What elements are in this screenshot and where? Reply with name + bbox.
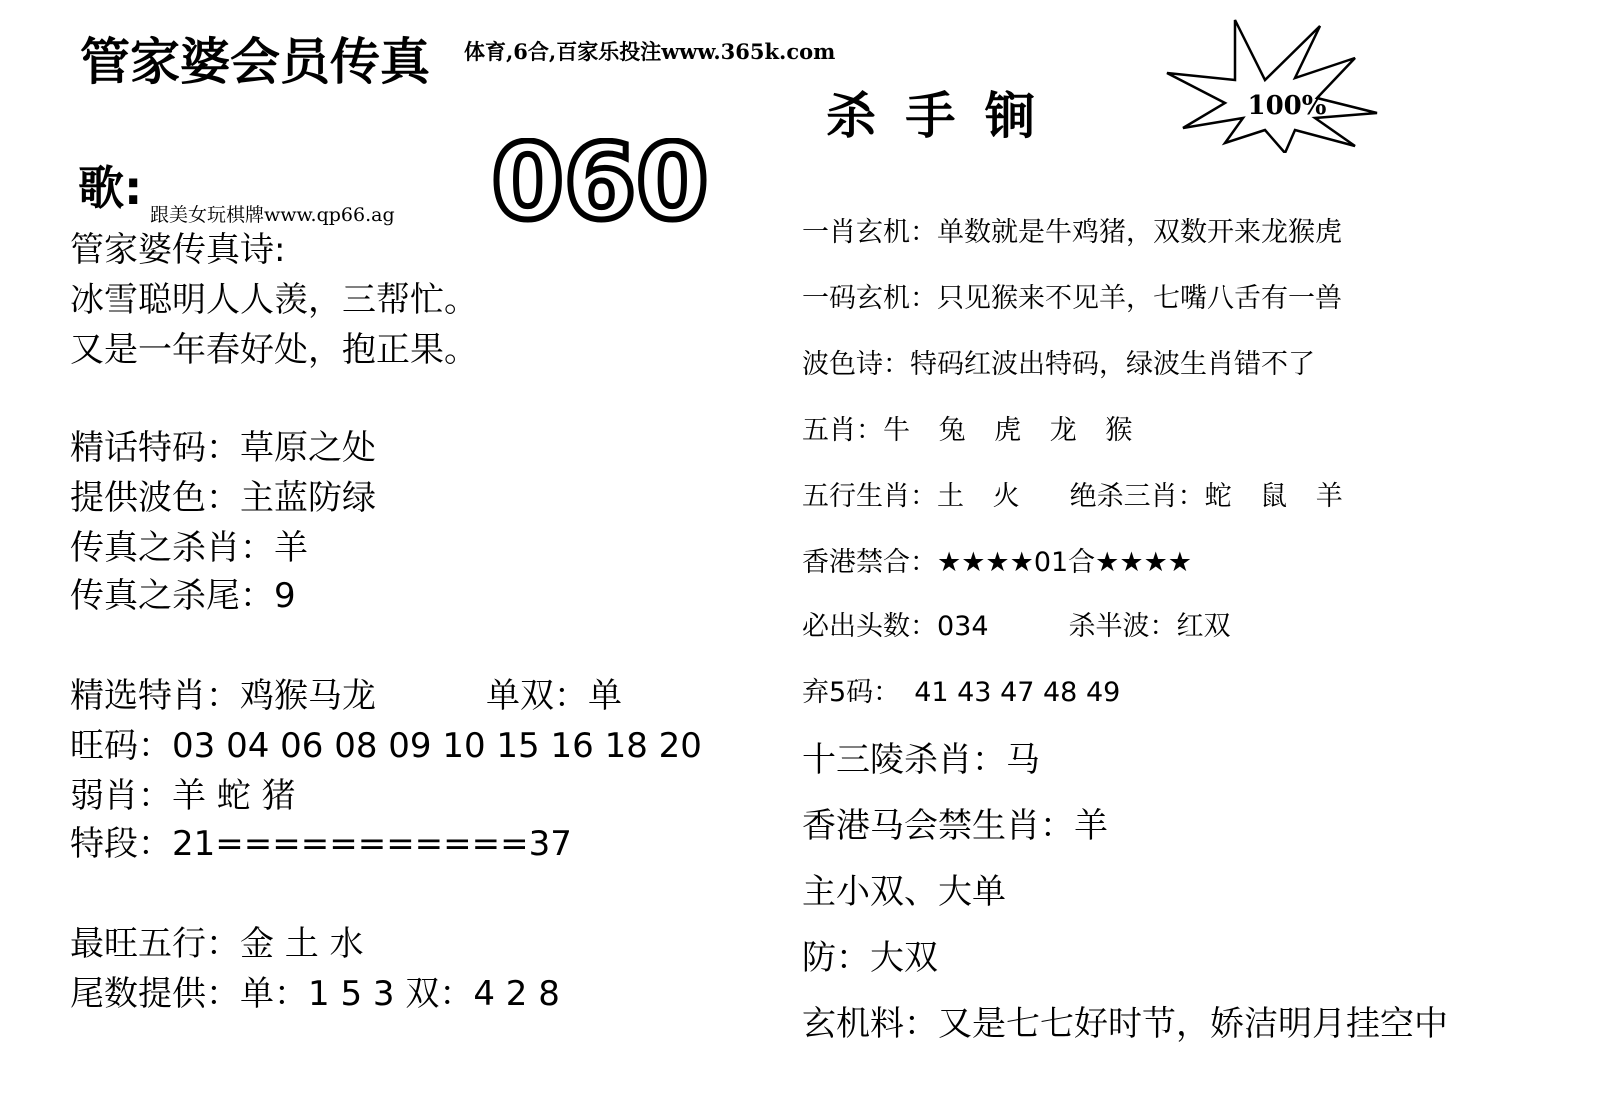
- danshuang-value: 单: [588, 676, 622, 716]
- fang-label: 防：: [802, 938, 870, 978]
- wangma-value: 03 04 06 08 09 10 15 16 18 20: [172, 726, 702, 766]
- jinsx-label: 香港马会禁生肖：: [802, 806, 1074, 846]
- xuanji-row: [802, 996, 1448, 1045]
- ad-text-qp66: 跟美女玩棋牌www.qp66.ag: [150, 204, 395, 226]
- jinhe-row: [802, 540, 1192, 579]
- poem-line-1: 冰雪聪明人人羡，三帮忙。: [70, 280, 478, 320]
- wuxing-value: 金 土 水: [240, 924, 364, 964]
- wuxiao-label: 五肖：: [802, 415, 883, 446]
- shawei-value: 9: [274, 576, 296, 616]
- ruoxiao-row: [70, 768, 296, 817]
- toushu-label: 必出头数：: [802, 611, 937, 642]
- toushu-row: [802, 604, 1231, 643]
- shisanling-label: 十三陵杀肖：: [802, 740, 1006, 780]
- qi5-value: 41 43 47 48 49: [914, 677, 1121, 708]
- shaxiao-row: [70, 520, 308, 569]
- yixiao-label: 一肖玄机：: [802, 217, 937, 248]
- ad-text-365k: 体育,6合,百家乐投注www.365k.com: [464, 39, 836, 64]
- bose-value: 主蓝防绿: [240, 478, 376, 518]
- jinsx-row: [802, 798, 1108, 847]
- danshuang-label: 单双：: [486, 676, 588, 716]
- wuxiao-row: [802, 408, 1142, 447]
- texiao-row: [70, 668, 622, 717]
- shisanling-value: 马: [1006, 740, 1040, 780]
- shaxiao-value: 羊: [274, 528, 308, 568]
- fang-row: [802, 930, 938, 979]
- teduan-label: 特段：: [70, 824, 172, 864]
- ge-label: 歌:: [78, 161, 143, 215]
- page-title: 管家婆会员传真: [80, 33, 430, 91]
- bosepoem-label: 波色诗：: [802, 349, 910, 380]
- fang-value: 大双: [870, 938, 938, 978]
- jinghua-value: 草原之处: [240, 428, 376, 468]
- yixiao-row: [802, 210, 1342, 249]
- yima-label: 一码玄机：: [802, 283, 937, 314]
- jueshe-label: 绝杀三肖：: [1069, 481, 1205, 512]
- zhu-row: 主小双、大单: [802, 872, 1006, 912]
- wangma-label: 旺码：: [70, 726, 172, 766]
- wuxing-row: [70, 916, 364, 965]
- weishu-value: 单：1 5 3 双：4 2 8: [240, 974, 560, 1014]
- burst-icon: [1165, 18, 1385, 153]
- jinsx-value: 羊: [1074, 806, 1108, 846]
- weishu-label: 尾数提供：: [70, 974, 240, 1014]
- qi5-label: 弃5码：: [802, 677, 901, 708]
- texiao-label: 精选特肖：: [70, 676, 240, 716]
- yima-value: 只见猴来不见羊，七嘴八舌有一兽: [937, 283, 1342, 314]
- jinhe-label: 香港禁合：: [802, 547, 937, 578]
- shawei-label: 传真之杀尾：: [70, 576, 274, 616]
- texiao-value: 鸡猴马龙: [240, 676, 376, 716]
- bosepoem-value: 特码红波出特码，绿波生肖错不了: [910, 349, 1315, 380]
- shaxiao-label: 传真之杀肖：: [70, 528, 274, 568]
- wuxiao-value: 牛 兔 虎 龙 猴: [883, 415, 1143, 446]
- jinghua-label: 精话特码：: [70, 428, 240, 468]
- bose-label: 提供波色：: [70, 478, 240, 518]
- wuxingsx-label: 五行生肖：: [802, 481, 937, 512]
- teduan-row: [70, 816, 572, 865]
- wuxingsx-row: [802, 474, 1353, 513]
- jinhe-value: ★★★★01合★★★★: [937, 547, 1192, 578]
- poem-line-2: 又是一年春好处，抱正果。: [70, 330, 478, 370]
- teduan-value: 21===========37: [172, 824, 572, 864]
- qi5-row: [802, 670, 1120, 709]
- shisanling-row: [802, 732, 1040, 781]
- jueshe-value: 蛇 鼠 羊: [1204, 481, 1353, 512]
- issue-number-text: 060: [491, 138, 709, 224]
- shabanbo-value: 红双: [1176, 611, 1231, 642]
- weishu-row: [70, 966, 560, 1015]
- shabanbo-label: 杀半波：: [1068, 611, 1177, 642]
- right-title: 杀 手 锏: [826, 87, 1041, 145]
- poem-title: 管家婆传真诗:: [70, 230, 286, 270]
- xuanji-value: 又是七七好时节，娇洁明月挂空中: [938, 1004, 1448, 1044]
- yima-row: [802, 276, 1342, 315]
- wuxing-label: 最旺五行：: [70, 924, 240, 964]
- bose-row: [70, 470, 376, 519]
- yixiao-value: 单数就是牛鸡猪，双数开来龙猴虎: [937, 217, 1342, 248]
- burst-label: 100%: [1247, 91, 1327, 121]
- bosepoem-row: [802, 342, 1315, 381]
- toushu-value: 034: [937, 611, 989, 642]
- issue-number: [490, 138, 710, 224]
- ruoxiao-value: 羊 蛇 猪: [172, 776, 296, 816]
- ruoxiao-label: 弱肖：: [70, 776, 172, 816]
- wuxingsx-value: 土 火: [937, 481, 1030, 512]
- jinghua-row: [70, 420, 376, 469]
- shawei-row: [70, 568, 296, 617]
- xuanji-label: 玄机料：: [802, 1004, 938, 1044]
- wangma-row: [70, 718, 702, 767]
